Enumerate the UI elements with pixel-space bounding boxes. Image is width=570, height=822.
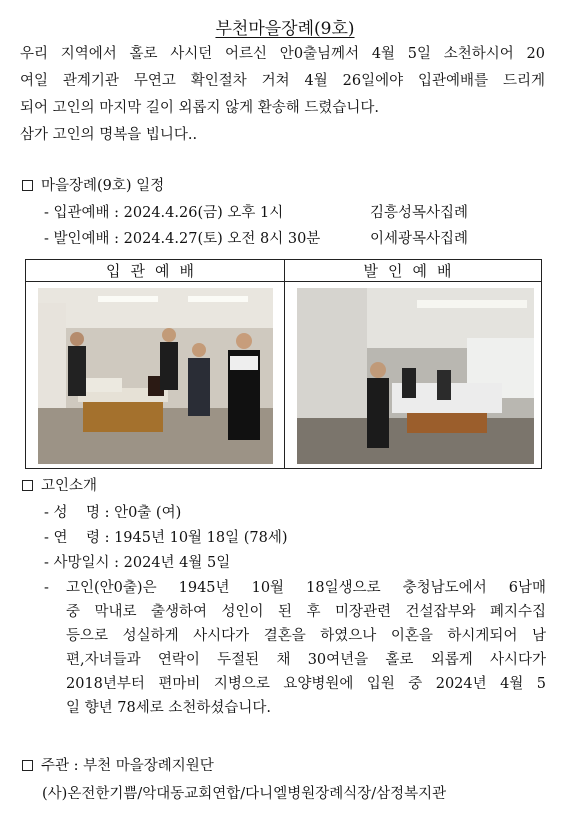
profile-death-row: - 사망일시 : 2024년 4월 5일: [44, 555, 231, 571]
profile-bio: [66, 576, 546, 720]
profile-name-label: 성 명: [53, 505, 100, 521]
profile-bio-line: 편,자녀들과 연락이 두절된 채 30여년을 홀로 외롭게 사시다가: [66, 652, 546, 668]
profile-bio-line: 일 향년 78세로 소천하셨습니다.: [66, 700, 271, 716]
schedule-item-1: - 입관예배 : 2024.4.26(금) 오후 1시: [44, 205, 284, 221]
profile-death-label: 사망일시: [53, 555, 110, 571]
profile-bio-line: 중 막내로 출생하여 성인이 된 후 미장관련 건설잡부와 폐지수집: [66, 604, 546, 620]
profile-death-value: 2024년 4월 5일: [123, 555, 231, 571]
photo-header-left: 입관예배: [26, 260, 284, 282]
profile-bio-dash: -: [44, 580, 49, 596]
profile-heading: [22, 476, 97, 496]
profile-age-value: 1945년 10월 18일 (78세): [114, 530, 288, 546]
photo-departure-service: [297, 288, 534, 464]
host-value: 부천 마을장례지원단: [83, 758, 214, 774]
host-row: 주관 : 부천 마을장례지원단: [22, 756, 214, 776]
intro-line-1: 우리 지역에서 홀로 사시던 어르신 안0출님께서 4월 5일 소천하시어 20: [20, 46, 545, 62]
schedule-item-datetime: 2024.4.26(금) 오후 1시: [123, 205, 284, 221]
checkbox-square-icon: [22, 180, 33, 191]
profile-heading-text: 고인소개: [41, 478, 98, 494]
schedule-item-2: - 발인예배 : 2024.4.27(토) 오전 8시 30분: [44, 231, 321, 247]
host-label: 주관: [41, 758, 70, 774]
photo-encoffining-service: [38, 288, 273, 464]
checkbox-square-icon: [22, 760, 33, 771]
schedule-item-label: 발인예배: [53, 231, 110, 247]
schedule-item-officiant: 이세광목사집례: [370, 231, 469, 247]
profile-name-row: - 성 명 : 안0출 (여): [44, 505, 182, 521]
profile-bio-line: 고인(안0출)은 1945년 10월 18일생으로 충청남도에서 6남매: [66, 580, 546, 596]
profile-bio-line: 2018년부터 편마비 지병으로 요양병원에 입원 중 2024년 4월 5: [66, 676, 546, 692]
schedule-item-label: 입관예배: [53, 205, 110, 221]
photo-divider: [284, 260, 285, 468]
host-partners: (사)온전한기쁨/악대동교회연합/다니엘병원장례식장/삼정복지관: [42, 786, 447, 802]
profile-name-value: 안0출 (여): [114, 505, 182, 521]
photo-header-right: 발인예배: [284, 260, 541, 282]
schedule-item-officiant: 김흥성목사집례: [370, 205, 469, 221]
profile-age-row: - 연 령 : 1945년 10월 18일 (78세): [44, 530, 288, 546]
profile-age-label: 연 령: [53, 530, 100, 546]
schedule-heading-text: 마을장례(9호) 일정: [41, 178, 165, 194]
page-title: 부천마을장례(9호): [215, 19, 355, 39]
intro-line-3: 되어 고인의 마지막 길이 외롭지 않게 환송해 드렸습니다.: [20, 100, 380, 116]
intro-line-2: 여일 관계기관 무연고 확인절차 거쳐 4월 26일에야 입관예배를 드리게: [20, 73, 545, 89]
schedule-item-datetime: 2024.4.27(토) 오전 8시 30분: [123, 231, 321, 247]
profile-bio-line: 등으로 성실하게 사시다가 결혼을 하였으나 이혼을 하시게되어 남: [66, 628, 546, 644]
checkbox-square-icon: [22, 480, 33, 491]
intro-line-4: 삼가 고인의 명복을 빕니다..: [20, 127, 198, 143]
photo-table: [25, 259, 542, 469]
schedule-heading: [22, 176, 164, 196]
